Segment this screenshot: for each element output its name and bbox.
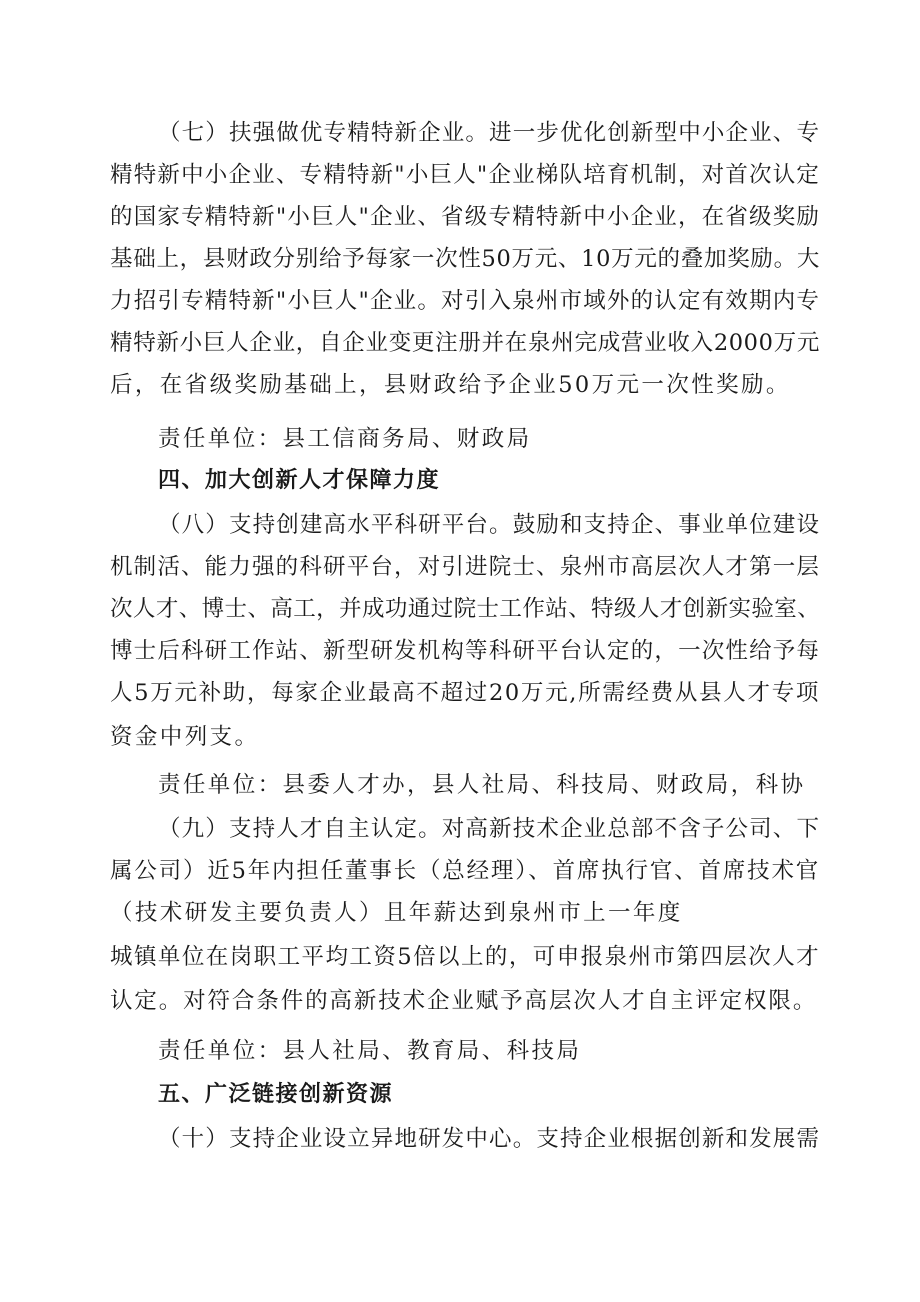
paragraph-line: 属公司）近5年内担任董事长（总经理）、首席执行官、首席技术官 xyxy=(110,858,820,884)
paragraph-line: 次人才、博士、高工，并成功通过院士工作站、特级人才创新实验室、 xyxy=(110,596,820,622)
paragraph-line: （技术研发主要负责人）且年薪达到泉州市上一年度 xyxy=(110,900,683,926)
responsible-units: 责任单位：县人社局、教育局、科技局 xyxy=(158,1038,582,1064)
paragraph-line: （九）支持人才自主认定。对高新技术企业总部不含子公司、下 xyxy=(158,816,820,842)
paragraph-line: 资金中列支。 xyxy=(110,724,260,750)
paragraph-line: （七）扶强做优专精特新企业。进一步优化创新型中小企业、专 xyxy=(158,120,820,146)
paragraph-line: 精特新小巨人企业，自企业变更注册并在泉州完成营业收入2000万元 xyxy=(110,330,820,356)
responsible-units: 责任单位：县工信商务局、财政局 xyxy=(158,426,532,452)
paragraph-line: （八）支持创建高水平科研平台。鼓励和支持企、事业单位建设 xyxy=(158,512,820,538)
paragraph-line: 的国家专精特新"小巨人"企业、省级专精特新中小企业，在省级奖励 xyxy=(110,204,820,230)
paragraph-line: （十）支持企业设立异地研发中心。支持企业根据创新和发展需 xyxy=(158,1126,820,1152)
paragraph-line: 认定。对符合条件的高新技术企业赋予高层次人才自主评定权限。 xyxy=(110,988,818,1014)
paragraph-line: 城镇单位在岗职工平均工资5倍以上的，可申报泉州市第四层次人才 xyxy=(110,944,820,970)
paragraph-line: 力招引专精特新"小巨人"企业。对引入泉州市域外的认定有效期内专 xyxy=(110,288,820,314)
paragraph-line: 精特新中小企业、专精特新"小巨人"企业梯队培育机制，对首次认定 xyxy=(110,162,820,188)
paragraph-line: 博士后科研工作站、新型研发机构等科研平台认定的，一次性给予每 xyxy=(110,638,820,664)
responsible-units: 责任单位：县委人才办，县人社局、科技局、财政局，科协 xyxy=(158,772,806,798)
paragraph-line: 机制活、能力强的科研平台，对引进院士、泉州市高层次人才第一层 xyxy=(110,554,820,580)
paragraph-line: 人5万元补助，每家企业最高不超过20万元,所需经费从县人才专项 xyxy=(110,680,820,706)
section-heading-4: 四、加大创新人才保障力度 xyxy=(158,468,441,493)
paragraph-line: 后，在省级奖励基础上，县财政给予企业50万元一次性奖励。 xyxy=(110,372,791,398)
paragraph-line: 基础上，县财政分别给予每家一次性50万元、10万元的叠加奖励。大 xyxy=(110,246,820,272)
section-heading-5: 五、广泛链接创新资源 xyxy=(158,1082,394,1107)
